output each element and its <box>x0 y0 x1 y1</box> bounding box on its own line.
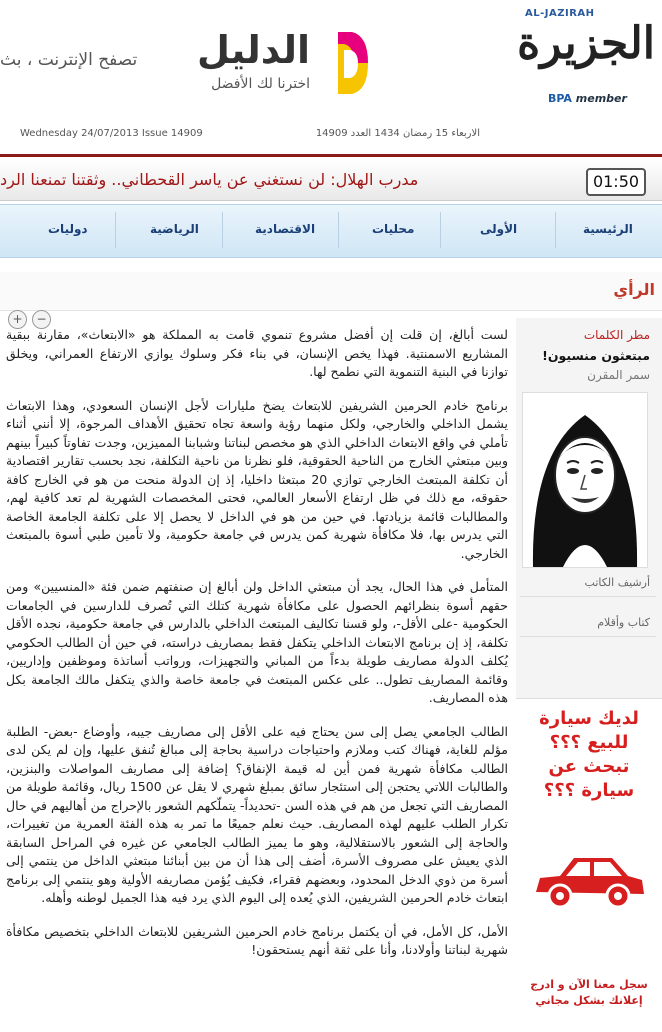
column-headline: مبتعثون منسيون! <box>542 348 650 363</box>
nav-separator <box>222 212 223 248</box>
header-divider <box>0 154 662 157</box>
nav-first[interactable]: الأولى <box>480 222 518 236</box>
author-archive-link[interactable]: أرشيف الكاتب <box>584 576 650 589</box>
daleel-ad-subtitle[interactable]: اخترنا لك الأفضل <box>211 76 310 92</box>
section-title[interactable]: الرأي <box>613 280 655 299</box>
car-ad-line[interactable]: لديك سيارة <box>539 708 639 729</box>
news-ticker-text[interactable]: مدرب الهلال: لن نستغني عن ياسر القحطاني.. وثقتنا تمنعنا الرد <box>0 170 419 189</box>
article-paragraph: المتأمل في هذا الحال، يجد أن مبتعثي الداخل ولن أبالغ إن صنفتهم ضمن فئة «المنسيين» ومن حقهم أسوة بنظرائهم الحصول على مكافأة شهرية كتلك التي تُصرف للدارسين في الجامعات الحكومية -على الأقل-، ولو قسنا تكاليف المبتعث الداخلي بالدارس في جامعة حكومية، نجده الأقل تكلفة، إذ إن برنامج الابتعاث الداخلي يتكفل فقط بمصاريف دراسته، في حين أن الطالب الحكومي يُكلف الدولة مصاريف طويلة بدءاً من المباني والتجهيزات، ورواتب أساتذة وموظفين وإداريين، وقائمة المصاريف تطول.. على عكس المبتعث في جامعة خاصة والذي يتكفل مالك الجامعة بكل هذه المصاريف. <box>6 579 508 705</box>
car-ad-cta[interactable]: إعلانك بشكل مجاني <box>535 994 643 1007</box>
article-body <box>6 326 508 975</box>
date-arabic: الاربعاء 15 رمضان 1434 العدد 14909 <box>315 128 480 139</box>
car-ad-line[interactable]: سيارة ؟؟؟ <box>543 780 635 801</box>
nav-local[interactable]: محليات <box>372 222 415 236</box>
nav-separator <box>555 212 556 248</box>
writers-link[interactable]: كتاب وأقلام <box>597 616 650 629</box>
car-ad-line[interactable]: تبحث عن <box>548 756 630 777</box>
ad-tagline[interactable]: تصفح الإنترنت ، بث <box>0 50 138 70</box>
daleel-logo-icon[interactable] <box>330 28 370 98</box>
bpa-suffix: member <box>571 92 627 105</box>
column-category[interactable]: مطر الكلمات <box>583 328 650 342</box>
nav-separator <box>338 212 339 248</box>
masthead-latin-name: AL-JAZIRAH <box>525 8 595 19</box>
nav-economy[interactable]: الاقتصادية <box>255 222 316 236</box>
zoom-out-icon[interactable]: − <box>32 310 51 329</box>
nav-international[interactable]: دوليات <box>48 222 88 236</box>
al-jazirah-logo[interactable]: الجزيرة <box>517 18 655 69</box>
author-name[interactable]: سمر المقرن <box>587 368 650 382</box>
car-ad-cta[interactable]: سجل معنا الآن و ادرج <box>530 978 648 991</box>
sidebar-divider <box>520 636 656 637</box>
main-nav <box>0 204 662 258</box>
zoom-in-icon[interactable]: + <box>8 310 27 329</box>
bpa-brand: BPA <box>548 92 572 105</box>
ticker-clock: 01:50 <box>586 168 646 196</box>
nav-sports[interactable]: الرياضية <box>150 222 199 236</box>
article-paragraph: لست أبالغ، إن قلت إن أفضل مشروع تنموي قامت به المملكة هو «الابتعاث»، مقارنة ببقية المشاريع الاسمنتية. فهذا يخص الإنسان، في بناء فكر وسلوك يوازي الارتفاع العمراني، ويخلق توازنا في البنية التنموية التي نطمح لها. <box>6 327 508 379</box>
daleel-ad-title[interactable]: الدليل <box>197 28 310 72</box>
article-paragraph: برنامج خادم الحرمين الشريفين للابتعاث يضخ مليارات لأجل الإنسان السعودي، وهذا الابتعاث يشمل الداخلي والخارجي، ولكل منهما رؤية واسعة تجاه تحقيق الأهداف المرجوة، إلا أنني أثناء تأملي في واقع الابتعاث الداخلي الذي هو مخصص لبناتنا وشبابنا المميزين، وجدت تفاوتاً كبيراً بينهم وبين مبتعثي الخارج من الناحية الحقوقية، فلو نظرنا من ناحية التكلفة، نجد بحسب تقارير اقتصادية أن تكلفة المبتعث الخارجي توازي 20 مبتعثا داخليا، إذ إن الدولة منحت من هو في الخارج كافة حقوقه، مع ذلك في ظل ارتفاع الأسعار العالمي، فحتى المخصصات الشهرية لم تعد كافية لهم، والمطالبات قائمة بزيادتها. في حين من هو في الداخل لا يحصل إلا على تكلفة الجامعة الخاصة التي يدرس بها، فلا مكافأة شهرية كمن يدرس في جامعة حكومية، ولا تأمين طبي أسوة بالمبتعث الخارجي. <box>6 397 508 561</box>
article-paragraph: الأمل، كل الأمل، في أن يكتمل برنامج خادم الحرمين الشريفين للابتعاث الداخلي بتخصيص مكافأة شهرية لبناتنا وأولادنا، وأنا على ثقة أنهم يستحقون! <box>6 923 508 957</box>
nav-home[interactable]: الرئيسية <box>583 222 633 236</box>
sidebar-divider <box>520 596 656 597</box>
article-paragraph: الطالب الجامعي يصل إلى سن يحتاج فيه على الأقل إلى مصاريف جيبه، وأوضاع -بعض- الطلبة مؤلم للغاية، فهناك كتب وملازم واحتياجات دراسية بحاجة إلى مبالغ تُنفق عليها، وإن لم يكن لدى الطالب مكافأة شهرية فمن أين له قيمة الإنفاق؟ إضافة إلى مصاريف المواصلات والبنزين، والطالبات اللاتي يحتجن إلى استئجار سائق بمبلغ شهري لا يقل عن 1500 ريال، وقائمة طويلة من المصاريف التي تجعل من هم في هذه السن -تحديداً- يتملّكهم الشعور بالإحراج من أهاليهم في حال تكرار الطلب عليهم لهذه المصاريف. حيث نعلم جميعًا ما تمر به هذه الفئة العمرية من تغييرات، والحاجة إلى الشعور بالاستقلالية، وهو ما يميز الطالب الجامعي عن غيره في المراحل السابقة الذي يعيش على مصروف الأسرة، أضف إلى هذا أن من بين أبنائنا مبتعثي الداخل من ينتمي إلى أسرة من ذوي الدخل المحدود، وبعضهم فقراء، فكيف يُؤمن مصاريفه الأولية وهو ينتمي إلى برنامج ابتعاث خادم الحرمين الشريفين، الذي يُعده إلى اليوم الذي يرد فيه هذا الجميل لوطنه وأهله. <box>6 723 508 905</box>
bpa-member-badge <box>548 92 627 105</box>
nav-separator <box>115 212 116 248</box>
car-ad-line[interactable]: للبيع ؟؟؟ <box>549 732 629 753</box>
nav-separator <box>440 212 441 248</box>
car-icon[interactable] <box>530 846 648 916</box>
date-english: Wednesday 24/07/2013 Issue 14909 <box>20 128 203 139</box>
author-photo <box>522 392 648 568</box>
